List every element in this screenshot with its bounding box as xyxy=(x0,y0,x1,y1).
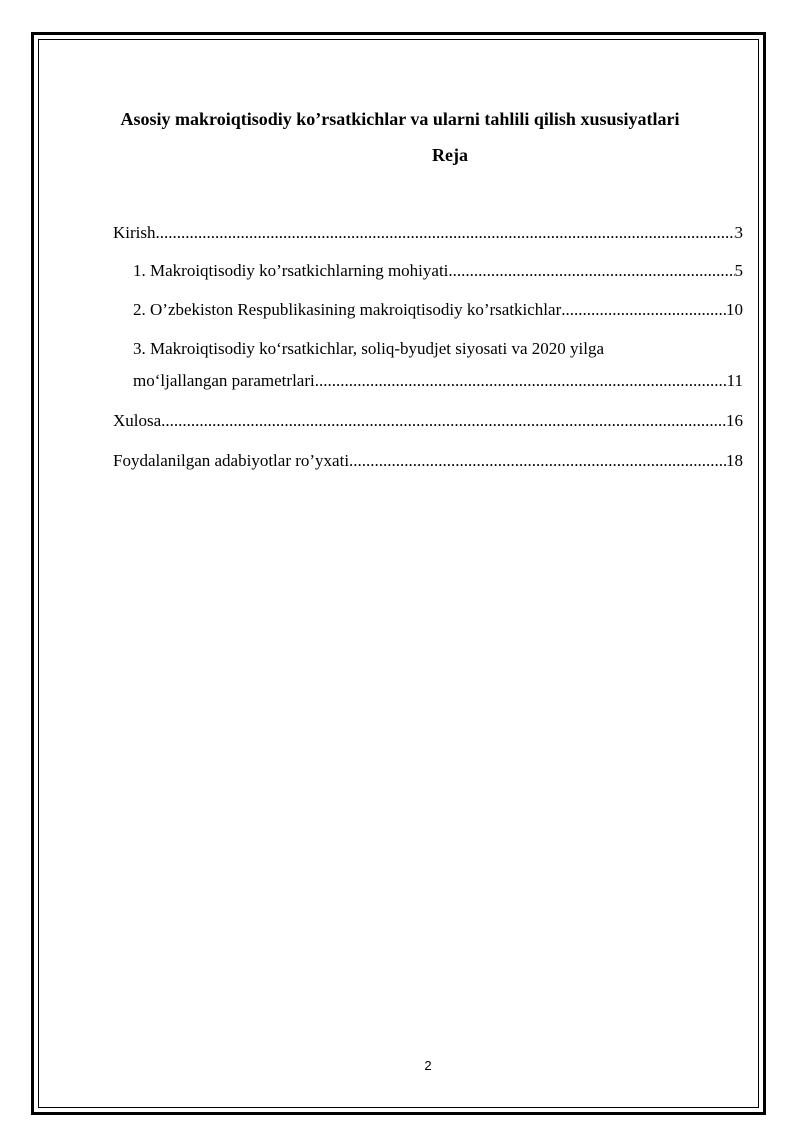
document-title: Asosiy makroiqtisodiy ko’rsatkichlar va ularni tahlili qilish xususiyatlari xyxy=(120,109,680,129)
toc-entry-conclusion xyxy=(113,410,743,432)
document-subtitle: Reja xyxy=(432,145,468,165)
toc-entry-page: 16 xyxy=(726,411,743,430)
toc-dot-leader xyxy=(448,260,734,282)
toc-entry-item3-line1: 3. Makroiqtisodiy ko‘rsatkichlar, soliq-byudjet siyosati va 2020 yilga xyxy=(133,339,605,358)
page-border-inner xyxy=(38,39,759,1108)
toc-entry-page: 3 xyxy=(734,223,743,242)
page-number: 2 xyxy=(424,1058,432,1073)
toc-entry-label: 2. O’zbekiston Respublikasining makroiqtisodiy ko’rsatkichlar xyxy=(133,300,562,319)
toc-entry-label: Foydalanilgan adabiyotlar ro’yxati xyxy=(113,451,350,470)
toc-dot-leader xyxy=(349,450,726,472)
toc-entry-item1 xyxy=(133,260,743,282)
toc-entry-label: mo‘ljallangan parametrlari xyxy=(133,371,315,390)
toc-entry-page: 18 xyxy=(726,451,743,470)
toc-dot-leader xyxy=(561,299,726,321)
toc-entry-label: Xulosa xyxy=(113,411,162,430)
toc-dot-leader xyxy=(161,410,726,432)
toc-dot-leader xyxy=(156,222,735,244)
toc-entry-item3 xyxy=(133,370,743,392)
toc-entry-references xyxy=(113,450,743,472)
toc-entry-page: 5 xyxy=(734,261,743,280)
toc-entry-intro xyxy=(113,222,743,244)
toc-entry-page: 10 xyxy=(726,300,743,319)
toc-entry-label: 1. Makroiqtisodiy ko’rsatkichlarning mohiyati xyxy=(133,261,449,280)
toc-entry-item2 xyxy=(133,299,743,321)
toc-dot-leader xyxy=(315,370,727,392)
toc-entry-page: 11 xyxy=(726,371,743,390)
toc-entry-label: Kirish xyxy=(113,223,156,242)
